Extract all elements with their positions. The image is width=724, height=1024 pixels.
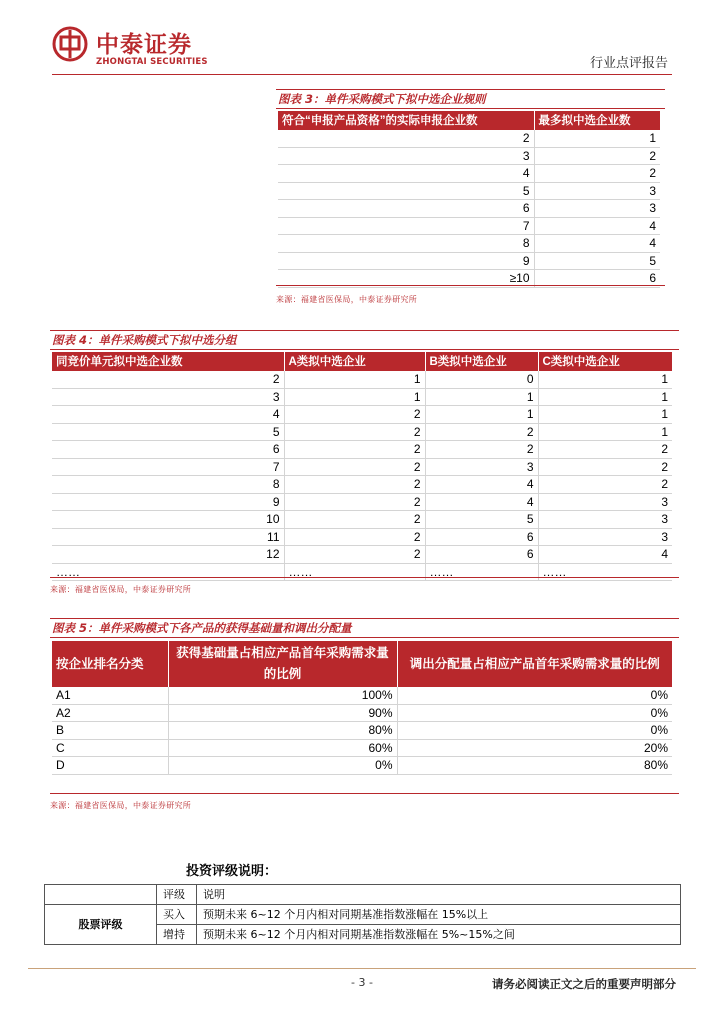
fig3-cell: 4 — [534, 235, 660, 253]
fig4-header-b: B类拟中选企业 — [425, 352, 538, 371]
fig4-cell: 2 — [284, 476, 425, 494]
table-row — [278, 165, 660, 183]
fig4-cell: …… — [425, 563, 538, 581]
report-type: 行业点评报告 — [589, 56, 668, 71]
table-row — [52, 546, 672, 564]
fig5-cell: 60% — [168, 739, 397, 757]
table-row — [52, 371, 672, 388]
fig5-cell: 20% — [397, 739, 672, 757]
table-row — [52, 704, 672, 722]
fig5-cell: A1 — [52, 687, 168, 704]
fig5-table — [52, 641, 672, 775]
fig4-cell: …… — [538, 563, 672, 581]
fig4-cell: 1 — [284, 388, 425, 406]
fig3-header-row — [278, 111, 660, 130]
fig4-cell: 9 — [52, 493, 284, 511]
fig4-cell: 2 — [425, 423, 538, 441]
fig4-cell: 5 — [425, 511, 538, 529]
fig4-cell: 2 — [284, 441, 425, 459]
fig4-cell: 5 — [52, 423, 284, 441]
fig3-header-declared: 符合“申报产品资格”的实际申报企业数 — [278, 111, 534, 130]
fig5-cell: B — [52, 722, 168, 740]
rating-description: 预期未来 6~12 个月内相对同期基准指数涨幅在 5%~15%之间 — [197, 925, 681, 945]
table-row — [52, 687, 672, 704]
fig5-header-category: 按企业排名分类 — [52, 641, 168, 687]
table-row — [52, 739, 672, 757]
fig5-cell: 90% — [168, 704, 397, 722]
fig4-cell: 1 — [538, 406, 672, 424]
rating-col-rating: 评级 — [157, 885, 197, 905]
fig4-title-rule — [50, 349, 679, 350]
fig4-cell: 2 — [284, 493, 425, 511]
fig4-cell: 1 — [538, 371, 672, 388]
fig4-cell: 0 — [425, 371, 538, 388]
fig4-cell: 1 — [425, 388, 538, 406]
fig4-cell: 1 — [425, 406, 538, 424]
fig5-cell: 100% — [168, 687, 397, 704]
fig5-header-row — [52, 641, 672, 687]
table-row — [278, 130, 660, 147]
fig4-table — [52, 352, 672, 581]
fig4-header-total: 同竞价单元拟中选企业数 — [52, 352, 284, 371]
fig5-cell: C — [52, 739, 168, 757]
page-number: - 3 - — [351, 976, 373, 989]
fig3-source: 来源：福建省医保局，中泰证券研究所 — [276, 295, 418, 304]
fig4-cell: 2 — [284, 511, 425, 529]
fig4-cell: 1 — [284, 371, 425, 388]
rating-category: 股票评级 — [45, 905, 157, 945]
fig5-header-base: 获得基础量占相应产品首年采购需求量的比例 — [168, 641, 397, 687]
rating-table — [44, 884, 681, 945]
fig4-cell: 3 — [425, 458, 538, 476]
fig4-cell: 3 — [52, 388, 284, 406]
fig3-header-max-selected: 最多拟中选企业数 — [534, 111, 660, 130]
rating-row — [45, 905, 681, 925]
fig4-cell: 1 — [538, 388, 672, 406]
fig4-title: 图表 4：单件采购模式下拟中选分组 — [52, 333, 237, 347]
table-row — [52, 528, 672, 546]
fig4-cell: 2 — [284, 423, 425, 441]
fig3-title-rule — [276, 108, 665, 109]
fig4-cell: 3 — [538, 528, 672, 546]
table-row — [52, 476, 672, 494]
fig4-bottom-rule — [50, 577, 679, 578]
rating-level: 增持 — [157, 925, 197, 945]
fig4-cell: …… — [284, 563, 425, 581]
fig4-cell: 2 — [284, 406, 425, 424]
fig4-cell: 2 — [284, 546, 425, 564]
fig5-bottom-rule — [50, 793, 679, 794]
fig4-cell: 2 — [538, 476, 672, 494]
fig3-cell: 9 — [278, 252, 534, 270]
fig5-title-rule — [50, 637, 679, 638]
fig4-cell: 2 — [284, 458, 425, 476]
footer-disclaimer: 请务必阅读正文之后的重要声明部分 — [492, 977, 676, 991]
fig4-cell: 4 — [425, 476, 538, 494]
fig5-cell: 0% — [168, 757, 397, 775]
fig4-cell: 3 — [538, 493, 672, 511]
table-row — [278, 182, 660, 200]
fig4-header-row — [52, 352, 672, 371]
fig4-top-rule — [50, 330, 679, 331]
fig3-table — [278, 111, 660, 288]
fig4-cell: …… — [52, 563, 284, 581]
fig4-cell: 4 — [538, 546, 672, 564]
fig3-cell: ≥10 — [278, 270, 534, 288]
table-row — [52, 493, 672, 511]
fig3-cell: 4 — [534, 217, 660, 235]
company-logo — [52, 26, 222, 72]
fig5-cell: D — [52, 757, 168, 775]
fig5-cell: 80% — [168, 722, 397, 740]
fig3-cell: 3 — [534, 182, 660, 200]
fig4-cell: 12 — [52, 546, 284, 564]
fig3-cell: 2 — [278, 130, 534, 147]
fig5-cell: A2 — [52, 704, 168, 722]
fig3-bottom-rule — [276, 285, 665, 286]
table-row — [278, 235, 660, 253]
fig5-cell: 0% — [397, 704, 672, 722]
fig4-cell: 7 — [52, 458, 284, 476]
footer-divider — [28, 968, 696, 969]
table-row — [52, 388, 672, 406]
fig5-header-transfer: 调出分配量占相应产品首年采购需求量的比例 — [397, 641, 672, 687]
fig5-top-rule — [50, 618, 679, 619]
fig4-cell: 6 — [425, 546, 538, 564]
fig5-cell: 80% — [397, 757, 672, 775]
fig3-cell: 6 — [278, 200, 534, 218]
fig4-cell: 2 — [425, 441, 538, 459]
rating-header-row — [45, 885, 681, 905]
table-row — [52, 406, 672, 424]
table-row — [52, 441, 672, 459]
fig4-cell: 4 — [52, 406, 284, 424]
fig4-cell: 10 — [52, 511, 284, 529]
fig4-cell: 8 — [52, 476, 284, 494]
table-row — [278, 217, 660, 235]
table-row — [278, 200, 660, 218]
fig4-source: 来源：福建省医保局，中泰证券研究所 — [50, 585, 192, 594]
fig3-cell: 5 — [534, 252, 660, 270]
fig3-cell: 2 — [534, 165, 660, 183]
fig4-header-a: A类拟中选企业 — [284, 352, 425, 371]
fig4-cell: 6 — [52, 441, 284, 459]
zhongtai-logo-icon — [52, 26, 88, 62]
fig4-cell: 6 — [425, 528, 538, 546]
brand-name-en: ZHONGTAI SECURITIES — [96, 57, 208, 67]
fig3-cell: 7 — [278, 217, 534, 235]
table-row — [52, 511, 672, 529]
rating-description: 预期未来 6~12 个月内相对同期基准指数涨幅在 15%以上 — [197, 905, 681, 925]
rating-col-desc: 说明 — [197, 885, 681, 905]
rating-title: 投资评级说明： — [186, 864, 278, 879]
fig4-cell: 2 — [52, 371, 284, 388]
fig4-cell: 2 — [538, 458, 672, 476]
fig4-cell: 4 — [425, 493, 538, 511]
fig4-header-c: C类拟中选企业 — [538, 352, 672, 371]
rating-level: 买入 — [157, 905, 197, 925]
table-row — [278, 252, 660, 270]
fig3-cell: 1 — [534, 130, 660, 147]
fig5-source: 来源：福建省医保局，中泰证券研究所 — [50, 801, 192, 810]
fig5-cell: 0% — [397, 722, 672, 740]
table-row — [52, 458, 672, 476]
fig3-cell: 4 — [278, 165, 534, 183]
brand-name-cn: 中泰证券 — [96, 32, 192, 58]
fig3-cell: 2 — [534, 147, 660, 165]
table-row — [52, 722, 672, 740]
fig4-cell: 3 — [538, 511, 672, 529]
fig4-cell: 11 — [52, 528, 284, 546]
fig3-top-rule — [276, 89, 665, 90]
table-row — [278, 147, 660, 165]
fig3-cell: 3 — [534, 200, 660, 218]
fig3-cell: 5 — [278, 182, 534, 200]
header-divider — [52, 74, 672, 75]
fig4-cell: 2 — [538, 441, 672, 459]
rating-blank-cell — [45, 885, 157, 905]
fig3-title: 图表 3：单件采购模式下拟中选企业规则 — [278, 92, 486, 106]
table-row — [52, 423, 672, 441]
fig3-cell: 6 — [534, 270, 660, 288]
fig4-cell: 1 — [538, 423, 672, 441]
fig5-cell: 0% — [397, 687, 672, 704]
fig4-cell: 2 — [284, 528, 425, 546]
fig3-cell: 8 — [278, 235, 534, 253]
fig5-title: 图表 5：单件采购模式下各产品的获得基础量和调出分配量 — [52, 621, 352, 635]
table-row — [52, 757, 672, 775]
fig3-cell: 3 — [278, 147, 534, 165]
